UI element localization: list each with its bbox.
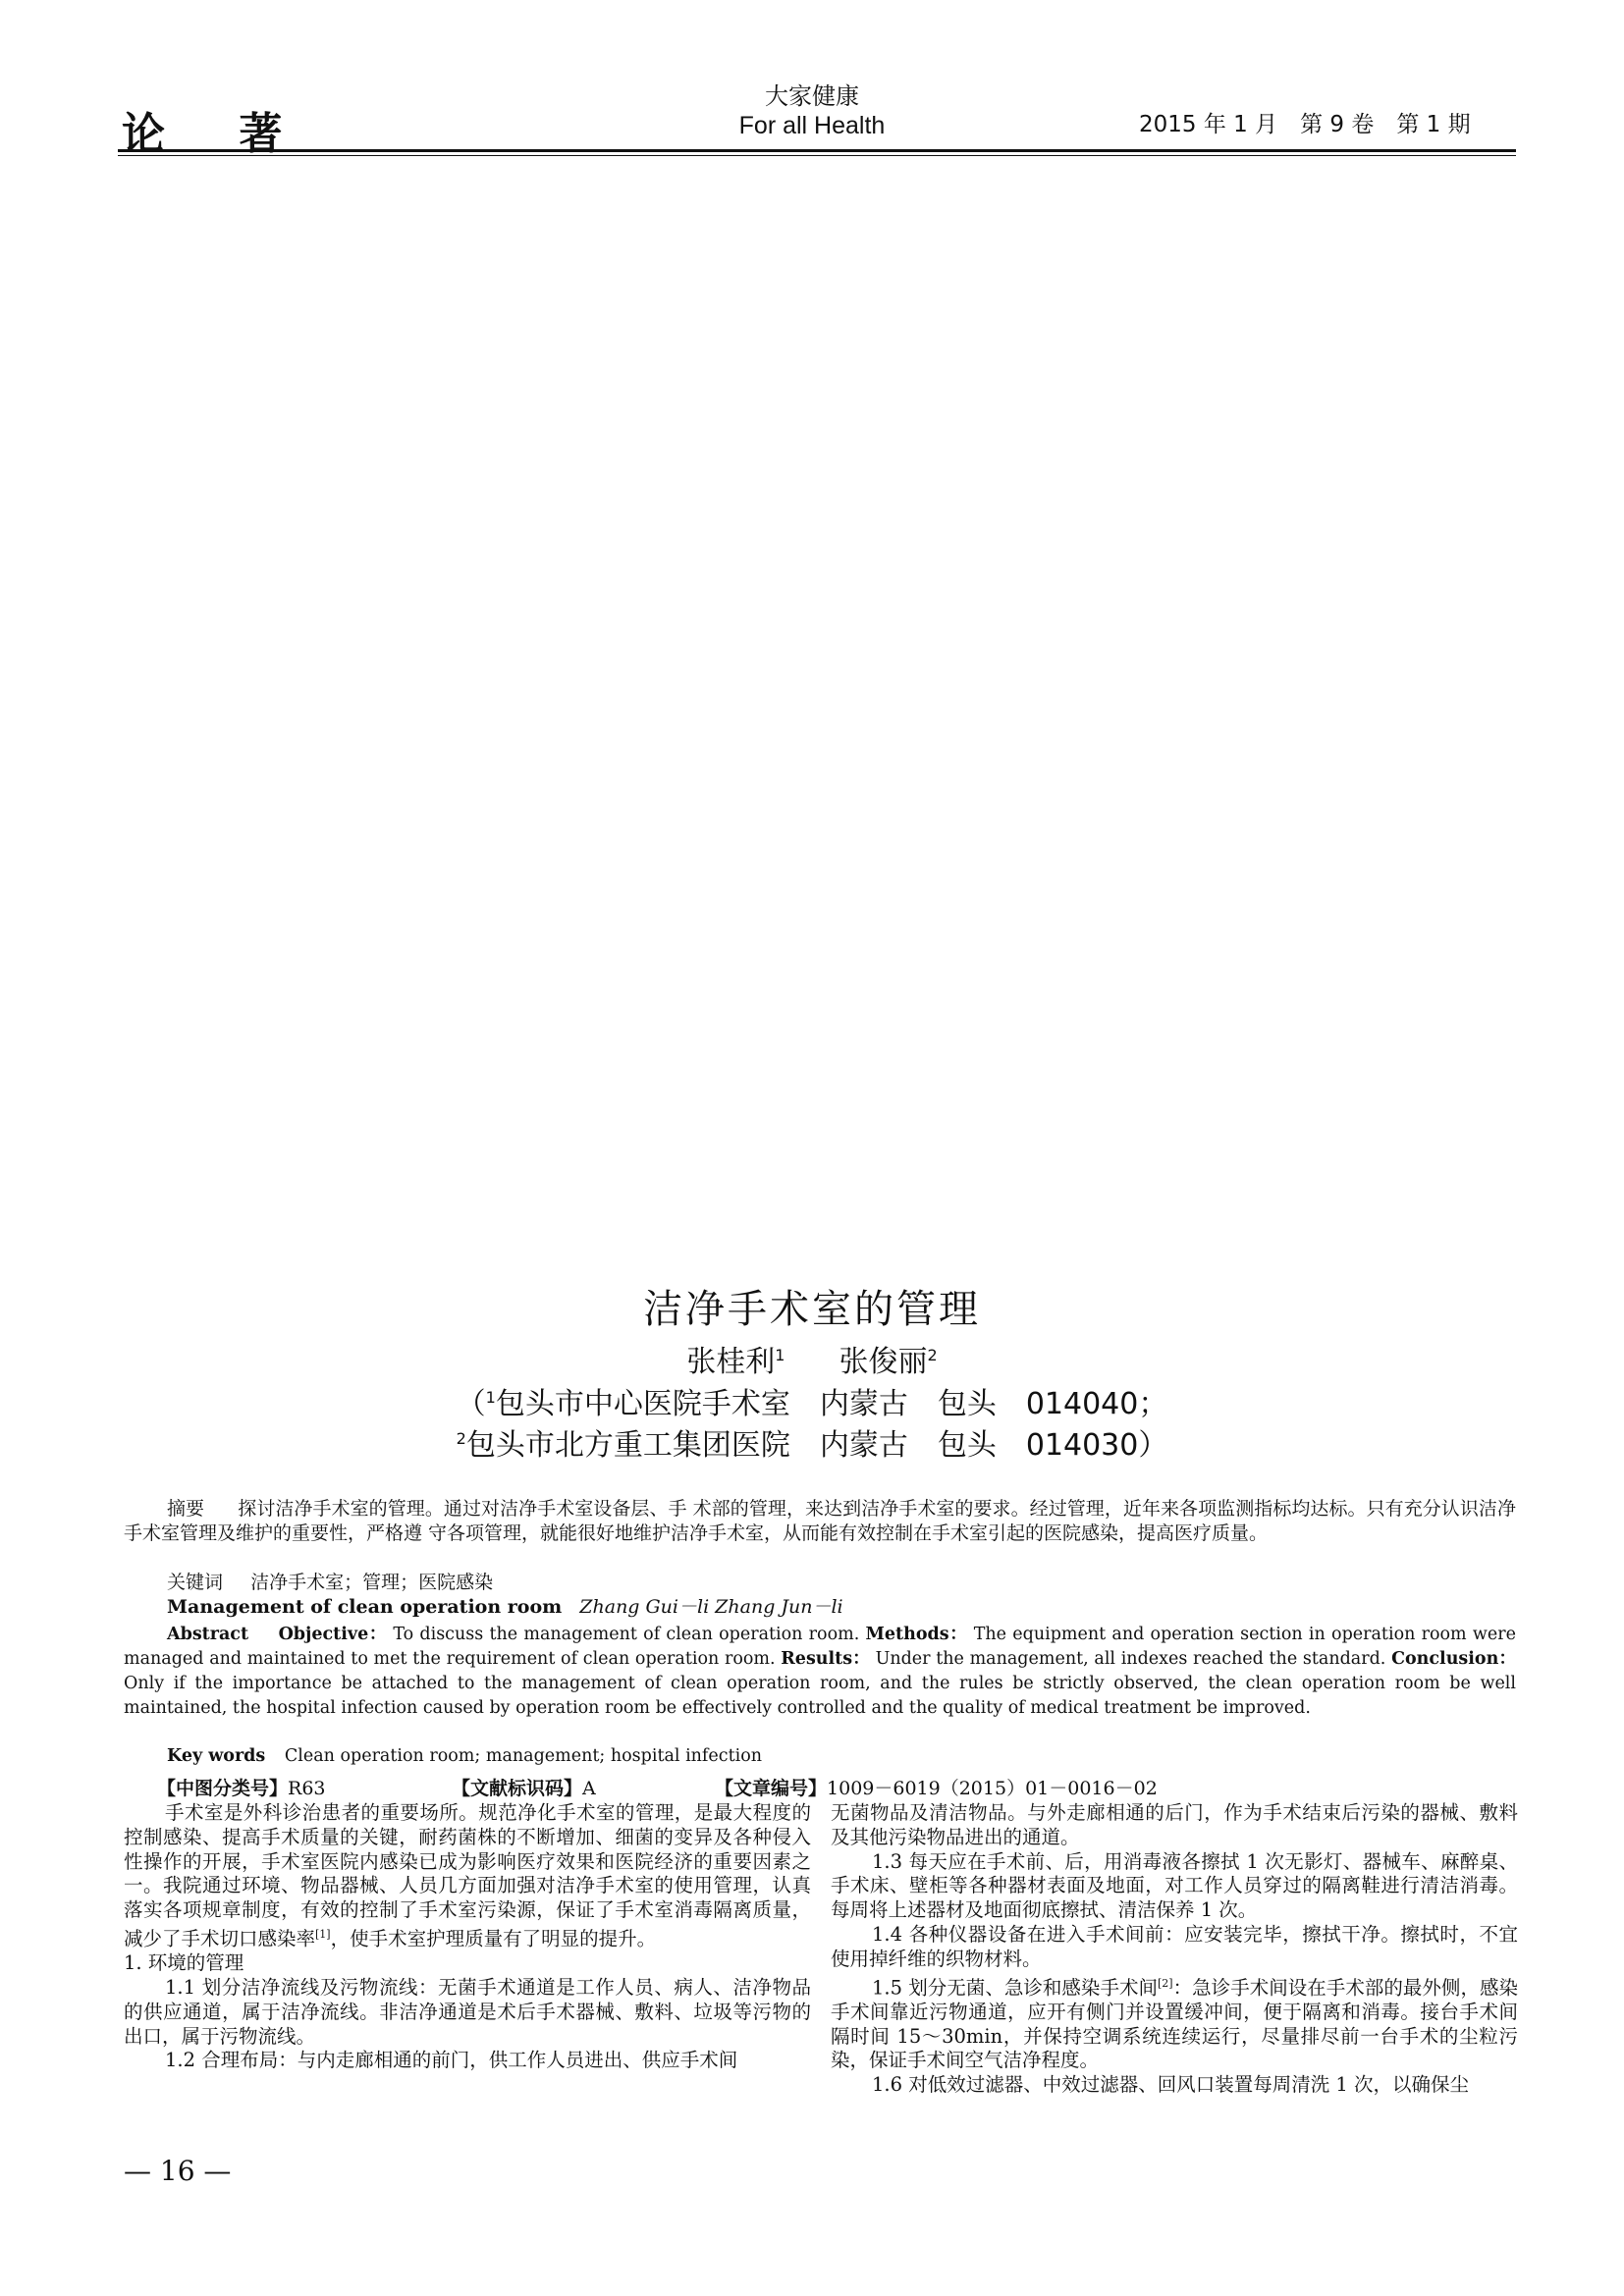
english-title-line [167, 1595, 1559, 1620]
paragraph-1-2a: 1.2 合理布局：与内走廊相通的前门，供工作人员进出、供应手术间 [165, 2049, 738, 2072]
abstract-en-label: Abstract [167, 1625, 249, 1644]
clc-label: 【中图分类号】 [157, 1778, 289, 1799]
objective-text: To discuss the management of clean operation room. [393, 1625, 860, 1644]
affil-1-sup: 1 [485, 1388, 496, 1407]
clc-value: R63 [288, 1778, 326, 1799]
art-label: 【文章编号】 [715, 1778, 828, 1799]
keywords-en [167, 1744, 1559, 1769]
header-rule-thin [118, 155, 1516, 156]
author-2: 张俊丽 [839, 1345, 928, 1379]
affil-1-text: 包头市中心医院手术室 内蒙古 包头 014040； [495, 1387, 1168, 1421]
affiliation-2 [0, 1420, 1624, 1464]
page-number: — 16 — [124, 2155, 232, 2187]
keywords-cn [167, 1571, 1559, 1595]
methods-text: The equipment and operation section in operation room were managed and maintained to met the requirement of clean operation room. [124, 1625, 1516, 1669]
clc-number [157, 1774, 326, 1800]
body-column-right [831, 1801, 1518, 2098]
abstract-cn [124, 1497, 1516, 1546]
paragraph-1-6: 1.6 对低效过滤器、中效过滤器、回风口装置每周清洗 1 次，以确保尘 [872, 2073, 1470, 2097]
journal-name-en: For all Health [738, 112, 886, 139]
conclusion-text: Only if the importance be attached to the management of clean operation room, and the rules be strictly observed, the clean operation room be well maintained, the hospital infection caused by operation room be effectively controlled and the quality of medical treatment be improved. [124, 1674, 1516, 1718]
results-text: Under the management, all indexes reached the standard. [875, 1649, 1386, 1669]
article-title: 洁净手术室的管理 [643, 1287, 981, 1332]
keywords-cn-text: 洁净手术室；管理；医院感染 [250, 1572, 494, 1593]
paragraph-1-2b: 无菌物品及清洁物品。与外走廊相通的后门，作为手术结束后污染的器械、敷料及其他污染物品进出的通道。 [831, 1801, 1518, 1848]
issue-info: 2015 年 1 月 第 9 卷 第 1 期 [1139, 112, 1471, 137]
affiliation-1 [0, 1379, 1624, 1422]
article-number [715, 1774, 1158, 1800]
paragraph-1-1: 1.1 划分洁净流线及污物流线：无菌手术通道是工作人员、病人、洁净物品的供应通道，属于洁净流线。非洁净通道是术后手术器械、敷料、垃圾等污物的出口，属于污物流线。 [124, 1976, 811, 2048]
author-2-sup: 2 [927, 1346, 938, 1364]
abstract-en [124, 1623, 1516, 1721]
author-1-sup: 1 [775, 1346, 785, 1364]
document-code [452, 1774, 596, 1800]
affil-2-sup: 2 [456, 1429, 466, 1448]
results-label: Results： [781, 1649, 870, 1669]
doc-label: 【文献标识码】 [452, 1778, 583, 1799]
paragraph-1-4: 1.4 各种仪器设备在进入手术间前：应安装完毕，擦拭干净。擦拭时，不宜使用掉纤维的织物材料。 [831, 1922, 1518, 1970]
art-value: 1009－6019（2015）01－0016－02 [827, 1778, 1158, 1799]
intro-paragraph [124, 1801, 811, 1951]
keywords-cn-label: 关键词 [167, 1572, 224, 1593]
section-label: 论 著 [122, 109, 312, 159]
english-title: Management of clean operation room [167, 1596, 563, 1618]
conclusion-label: Conclusion： [1391, 1649, 1516, 1669]
keywords-en-text: Clean operation room; management; hospital infection [284, 1746, 763, 1766]
body-column-left [124, 1801, 811, 2073]
objective-label: Objective： [278, 1625, 388, 1644]
author-line [0, 1337, 1624, 1380]
author-1: 张桂利 [686, 1345, 776, 1379]
section-heading-1: 1. 环境的管理 [124, 1951, 244, 1975]
english-authors: Zhang Gui－li Zhang Jun－li [579, 1596, 843, 1618]
methods-label: Methods： [865, 1625, 968, 1644]
p15-ref: [2] [1158, 1976, 1173, 1990]
intro-ref: [1] [315, 1927, 331, 1941]
intro-end: ，使手术室护理质量有了明显的提升。 [330, 1927, 657, 1950]
affil-2-text: 包头市北方重工集团医院 内蒙古 包头 014030） [465, 1428, 1168, 1463]
keywords-en-label: Key words [167, 1746, 266, 1766]
abstract-cn-text: 探讨洁净手术室的管理。通过对洁净手术室设备层、手 术部的管理，来达到洁净手术室的要求。经过管理，近年来各项监测指标均达标。只有充分认识洁净手术室管理及维护的重要性，严格遵 守各项管理，就能很好地维护洁净手术室，从而能有效控制在手术室引起的医院感染，提高医疗质量。 [124, 1498, 1516, 1544]
doc-value: A [582, 1778, 596, 1799]
affil-open-paren: （ [456, 1387, 486, 1421]
intro-text: 手术室是外科诊治患者的重要场所。规范净化手术室的管理，是最大程度的控制感染、提高手术质量的关键，耐药菌株的不断增加、细菌的变异及各种侵入性操作的开展，手术室医院内感染已成为影响医疗效果和医院经济的重要因素之一。我院通过环境、物品器械、人员几方面加强对洁净手术室的使用管理，认真落实各项规章制度，有效的控制了手术室污染源，保证了手术室消毒隔离质量，减少了手术切口感染率 [124, 1801, 811, 1950]
journal-name-cn: 大家健康 [765, 82, 859, 110]
header-rule-thick [118, 149, 1516, 152]
abstract-cn-label: 摘要 [167, 1498, 205, 1520]
p15-text-a: 1.5 划分无菌、急诊和感染手术间 [872, 1976, 1159, 2000]
paragraph-1-3: 1.3 每天应在手术前、后，用消毒液各擦拭 1 次无影灯、器械车、麻醉桌、手术床、壁柜等各种器材表面及地面，对工作人员穿过的隔离鞋进行清洁消毒。每周将上述器材及地面彻底擦拭、清洁保养 1 次。 [831, 1849, 1518, 1922]
paragraph-1-5 [831, 1972, 1518, 2074]
p15-text-b: ：急诊手术间设在手术部的最外侧，感染手术间靠近污物通道，应开有侧门并设置缓冲间，便于隔离和消毒。接台手术间隔时间 15～30min，并保持空调系统连续运行，尽量排尽前一台手术的尘粒污染，保证手术间空气洁净程度。 [831, 1976, 1518, 2072]
